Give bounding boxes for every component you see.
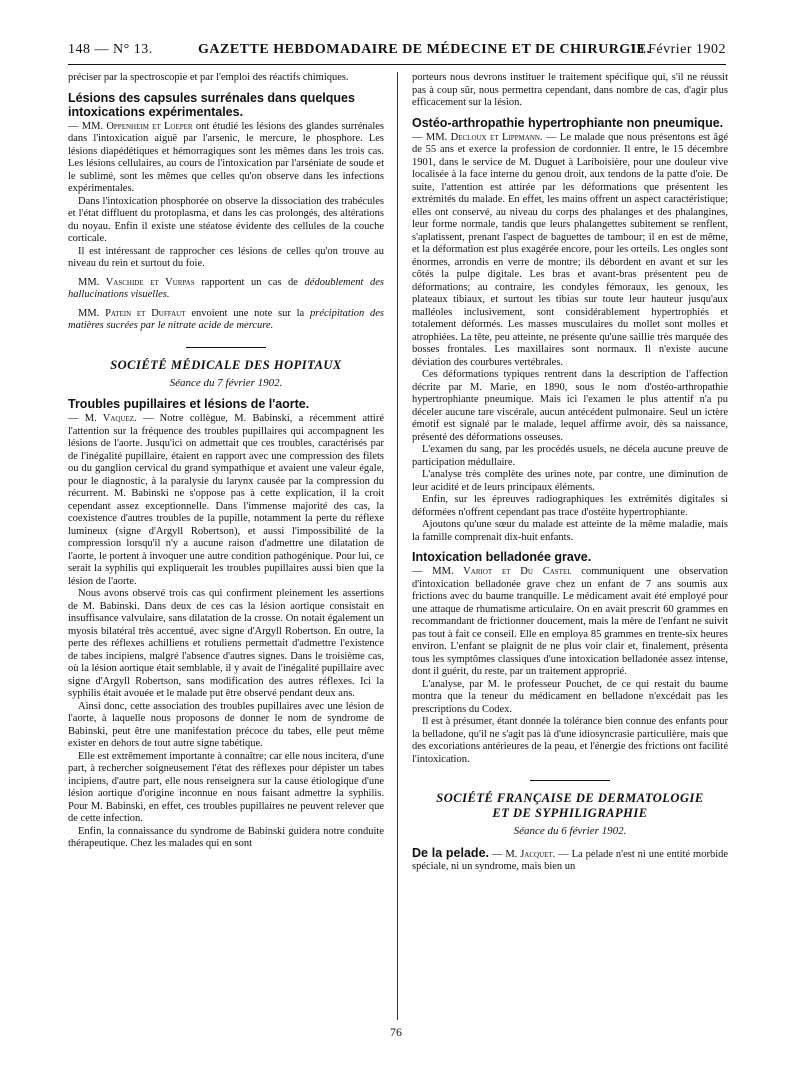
paragraph: L'examen du sang, par les procédés usuels, ne décela aucune preuve de participation médullaire.	[412, 444, 728, 468]
left-column	[68, 72, 384, 1020]
continued-text: préciser par la spectroscopie et par l'emploi des réactifs chimiques.	[68, 72, 349, 83]
paragraph: Nous avons observé trois cas qui confirment pleinement les assertions de M. Babinski. Dans deux de ces cas la lésion aortique consistait en insuffisance valvulaire, sans dilatation de la crosse. On notait également un myosis bilatéral très accentué, avec signe d'Argyll Robertson. En outre, la perte des réflexes achilliens et rotuliens permettait d'admettre l'existence de tabes incipiens, malgré l'absence d'autres signes. Dans le troisième cas, où la lésion aortique était semblable, il y avait de l'inégalité pupillaire avec signe d'Argyll Robertson, sans modification des autres réflexes. Ici la syphilis était avouée et le malade put être observé pendant deux ans.	[68, 588, 384, 699]
issue-date: 13 Février 1902	[629, 42, 726, 57]
section-title-line: ET DE SYPHILIGRAPHIE	[492, 806, 648, 820]
note-italic: dédoublement des hallucinations visuelles.	[68, 276, 384, 300]
paragraph: Dans l'intoxication phosphorée on observe la dissociation des trabécules et l'état diffluent du protoplasma, et dans les cas prolongés, des altérations du noyau. Enfin il existe une stéatose évidente des cellules de la couche corticale.	[68, 195, 384, 244]
article-body	[412, 566, 728, 679]
article-title-pelade: De la pelade.	[412, 845, 489, 860]
note-italic: précipitation des matières sucrées par le nitrate acide de mercure.	[68, 307, 384, 331]
paragraph: Il est à présumer, étant donnée la tolérance bien connue des enfants pour la belladone, qu'il ne s'agit pas là d'une idiosyncrasie particulière, mais que des excoriations antérieures de la peau, et l'énergie des frictions ont facilité l'intoxication.	[412, 716, 728, 765]
section-date: Séance du 7 février 1902.	[169, 376, 283, 389]
article-title-osteo: Ostéo-arthropathie hypertrophiante non pneumique.	[412, 115, 724, 130]
note-vaschide	[68, 277, 384, 302]
article-authors: — M. Jacquet.	[491, 848, 556, 860]
running-header	[68, 40, 726, 60]
paragraph: — Notre collègue, M. Babinski, a récemment attiré l'attention sur la fréquence des troubles pupillaires qui accompagnent les lésions de l'aorte. Jusqu'ici on admettait que ces troubles, caractérisés par de l'inégalité pupillaire, étaient en rapport avec une compression des filets ou du ganglion cervical du grand sympathique et avaient une valeur égale, pour le diagnostic, à la paralysie du larynx causée par la compression du récurrent. M. Babinski ne s'oppose pas à cette explication, il la croit cependant assez exceptionnelle. Dans l'immense majorité des cas, la coexistence d'autres troubles de la pupille, notamment la perte du réflexe lumineux (signe d'Argyll Robertson), et aussi l'impossibilité de la compression lorsqu'il n'y a aucune raison d'admettre une dilatation de l'aorte, le portent à invoquer une autre condition pathogénique. Pour lui, ce serait la syphilis qui expliquerait les troubles pupillaires aussi bien que la lésion de l'aorte.	[68, 413, 384, 587]
paragraph: L'analyse très complète des urines note, par contre, une diminution de leur acidité et de leurs principaux éléments.	[412, 469, 728, 493]
column-divider	[397, 72, 398, 1020]
continued-text: porteurs nous devrons instituer le traitement spécifique qui, s'il ne réussit pas à coup sûr, nous permettra cependant, dans nombre de cas, d'agir plus efficacement sur la lésion.	[412, 72, 728, 108]
paragraph: L'analyse, par M. le professeur Pouchet, de ce qui restait du baume montra que la teneur du médicament en belladone n'excédait pas les prescriptions du Codex.	[412, 678, 728, 715]
article-authors: — MM. Decloux et Lippmann.	[412, 131, 543, 143]
paragraph: communiquent une observation d'intoxication belladonée grave chez un enfant de 7 ans soumis aux frictions avec du baume tranquille. Le médicament avait été employé pour une attaque de rhumatisme articulaire. On en avait prescrit 60 grammes en recommandant de frictionner doucement, mais la mère de l'enfant ne suivit pas tout à fait ce conseil. Elle en employa 85 grammes en trente-six heures environ. L'enfant se plaignit de ne plus voir clair et, finalement, présenta tous les symptômes classiques d'une intoxication belladonée assez intense, dont il guérit, du reste, par un traitement approprié.	[412, 566, 728, 677]
paragraph: — Le malade que nous présentons est âgé de 55 ans et exerce la profession de cordonnier. Il entre, le 15 décembre 1901, dans le service de M. Duguet à Lariboisière, pour une douleur vive localisée à la face interne du genou droit, aux tendons de la patte d'oie. De suite, l'attention est attirée par les déformations que présentent les extrémités du malade. En effet, les mains offrent un aspect caractéristique; elles ont conservé, au niveau du corps des phalanges et des phalangines, leur forme normale, tandis que leurs phalangettes subitement se renflent, s'aplatissent, prenant l'aspect de baguettes de tambour; il en est de même, et la déformation est plus exagérée encore, pour les orteils. Les ongles sont énormes, arrondis en verre de montre; ils débordent en avant et sur les côtés la pulpe digitale. Les bras et avant-bras présentent peu de déformations; au contraire, les condyles fémoraux, les genoux, les plateaux tibiaux, et surtout les tibias sur toute leur hauteur jusqu'aux malléoles inclusivement, sont considérablement hypertrophiés et totalement déformés. Les masses musculaires du mollet sont molles et atrophiées. La tête, peu atteinte, ne présente qu'une saillie très marquée des bosses frontales. Les maxillaires sont normaux. Il n'existe aucune déviation des courbures vertébrales.	[412, 131, 728, 368]
page-number: 76	[390, 1025, 402, 1039]
note-authors: MM. Vaschide et Vurpas	[78, 276, 195, 288]
article-authors: — MM. Oppenheim et Loeper	[68, 120, 193, 132]
article-authors: — MM. Variot et Du Castel	[412, 566, 572, 577]
section-title-line: SOCIÉTÉ FRANÇAISE DE DERMATOLOGIE	[436, 791, 704, 805]
section-date: Séance du 6 février 1902.	[513, 825, 627, 837]
note-text: rapportent un cas de	[201, 276, 298, 288]
article-authors: — M. Vaquez.	[68, 413, 137, 424]
journal-title: GAZETTE HEBDOMADAIRE DE MÉDECINE ET DE CHIRURGIE.	[198, 42, 651, 57]
article-body	[68, 121, 384, 196]
right-column	[412, 72, 728, 1020]
paragraph: ont étudié les lésions des glandes surrénales dans l'intoxication aiguë par l'arsenic, le mercure, le phosphore. Les lésions diapédétiques et hémorragiques sont les mêmes dans les trois cas. Les lésions cellulaires, au cours de l'intoxication par l'arséniate de soude et le sublimé, sont les mêmes que celles qu'on observe dans les infections expérimentales.	[68, 120, 384, 194]
paragraph: — La pelade n'est ni une entité morbide spéciale, ni un syndrome, mais bien un	[412, 848, 728, 872]
paragraph: Enfin, sur les épreuves radiographiques les extrémités digitales si déformées n'offrent cependant pas trace d'ostéite hypertrophiante.	[412, 494, 728, 518]
article-body	[68, 413, 384, 588]
article-title-surrenales: Lésions des capsules surrénales dans quelques intoxications expérimentales.	[68, 90, 355, 119]
note-text: envoient une note sur la	[191, 307, 305, 319]
note-authors: MM. Patein et Duffaut	[78, 307, 186, 319]
paragraph: Ces déformations typiques rentrent dans la description de l'affection décrite par M. Marie, en 1890, sous le nom d'ostéo-arthropathie hypertrophiante pneumique. Mais ici l'examen le plus attentif n'a pu déceler aucune tare viscérale, aucun antécédent pulmonaire. Seul un ictère émotif est signalé par le malade, lequel affirme avoir, dès sa naissance, présenté des déformations osseuses.	[412, 369, 728, 443]
paragraph: Elle est extrêmement importante à connaître; car elle nous incitera, d'une part, à rechercher soigneusement l'état des réflexes pour dépister un tabes incipiens, d'autre part, elle nous renseignera sur la cause étiologique d'une lésion aortique d'origine inconnue en nous faisant admettre la syphilis. Pour M. Babinski, en effet, ces troubles pupillaires ne peuvent relever que de cette infection.	[68, 750, 384, 824]
page-issue-number: 148 — N° 13.	[68, 42, 153, 57]
paragraph: Enfin, la connaissance du syndrome de Babinski guidera notre conduite thérapeutique. Chez les malades qui en sont	[68, 825, 384, 849]
article-title-pupillaires: Troubles pupillaires et lésions de l'aorte.	[68, 397, 310, 411]
section-title-dermatologie	[412, 791, 728, 821]
section-separator	[186, 347, 266, 348]
paragraph: Ajoutons qu'une sœur du malade est atteinte de la même maladie, mais la famille comprenait dix-huit enfants.	[412, 519, 728, 543]
article-body	[412, 132, 728, 370]
header-rule	[68, 64, 726, 65]
article-title-belladonee: Intoxication belladonée grave.	[412, 550, 592, 564]
paragraph: Ainsi donc, cette association des troubles pupillaires avec une lésion de l'aorte, à laquelle nous proposons de donner le nom de syndrome de Babinski, peut être une manifestation précoce du tabes, elle peut même exister en dehors de tout autre signe tabétique.	[68, 700, 384, 749]
section-separator	[530, 780, 610, 781]
paragraph: Il est intéressant de rapprocher ces lésions de celles qu'on trouve au niveau du rein et surtout du foie.	[68, 245, 384, 269]
note-patein	[68, 308, 384, 333]
section-title-hopitaux: SOCIÉTÉ MÉDICALE DES HOPITAUX	[110, 357, 342, 372]
